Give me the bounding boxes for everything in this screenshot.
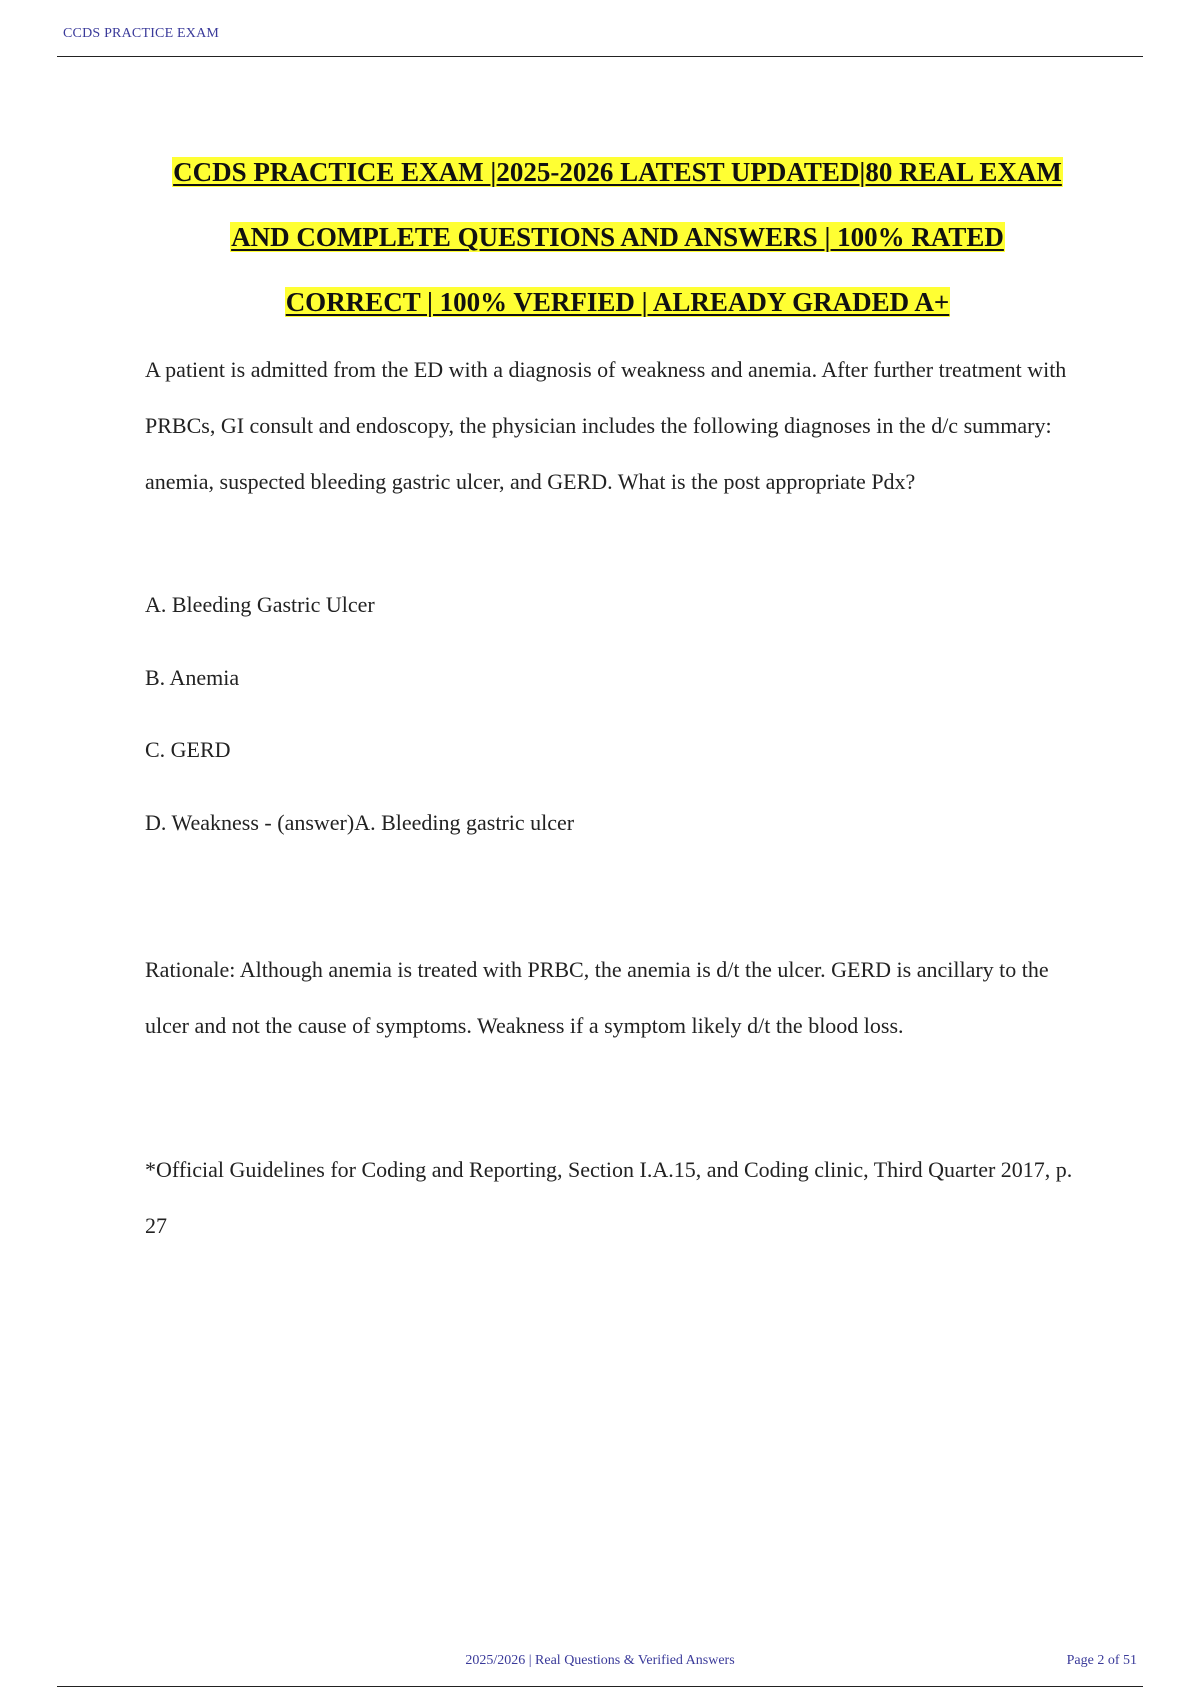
title-line-2: [145, 205, 1090, 270]
rationale-text: Rationale: Although anemia is treated with PRBC, the anemia is d/t the ulcer. GERD is ancillary to the ulcer and not the cause of symptoms. Weakness if a symptom likely d/t the blood loss.: [145, 957, 1049, 1038]
running-header: CCDS PRACTICE EXAM: [63, 26, 220, 41]
page-number: Page 2 of 51: [1066, 1653, 1137, 1668]
document-title: [145, 140, 1090, 335]
title-line-1: [145, 140, 1090, 205]
footer-tagline: 2025/2026 | Real Questions & Verified Answers: [465, 1653, 735, 1668]
option-a: A. Bleeding Gastric Ulcer: [145, 592, 375, 617]
title-line-3-text: CORRECT | 100% VERFIED | ALREADY GRADED A+: [285, 287, 950, 317]
option-c: C. GERD: [145, 737, 231, 762]
title-line-1-text: CCDS PRACTICE EXAM |2025-2026 LATEST UPDATED|80 REAL EXAM: [173, 157, 1062, 187]
title-line-3: [145, 270, 1090, 335]
option-b: B. Anemia: [145, 665, 240, 690]
question-text: A patient is admitted from the ED with a diagnosis of weakness and anemia. After further treatment with PRBCs, GI consult and endoscopy, the physician includes the following diagnoses in the d/c summary: anemia, suspected bleeding gastric ulcer, and GERD. What is the post appropriate Pdx?: [145, 357, 1067, 494]
reference-text: *Official Guidelines for Coding and Reporting, Section I.A.15, and Coding clinic, Third Quarter 2017, p. 27: [145, 1157, 1073, 1238]
option-d-with-answer: D. Weakness - (answer)A. Bleeding gastric ulcer: [145, 810, 575, 835]
footer-divider: [57, 1686, 1143, 1687]
title-line-2-text: AND COMPLETE QUESTIONS AND ANSWERS | 100% RATED: [231, 222, 1004, 252]
header-divider: [57, 56, 1143, 57]
